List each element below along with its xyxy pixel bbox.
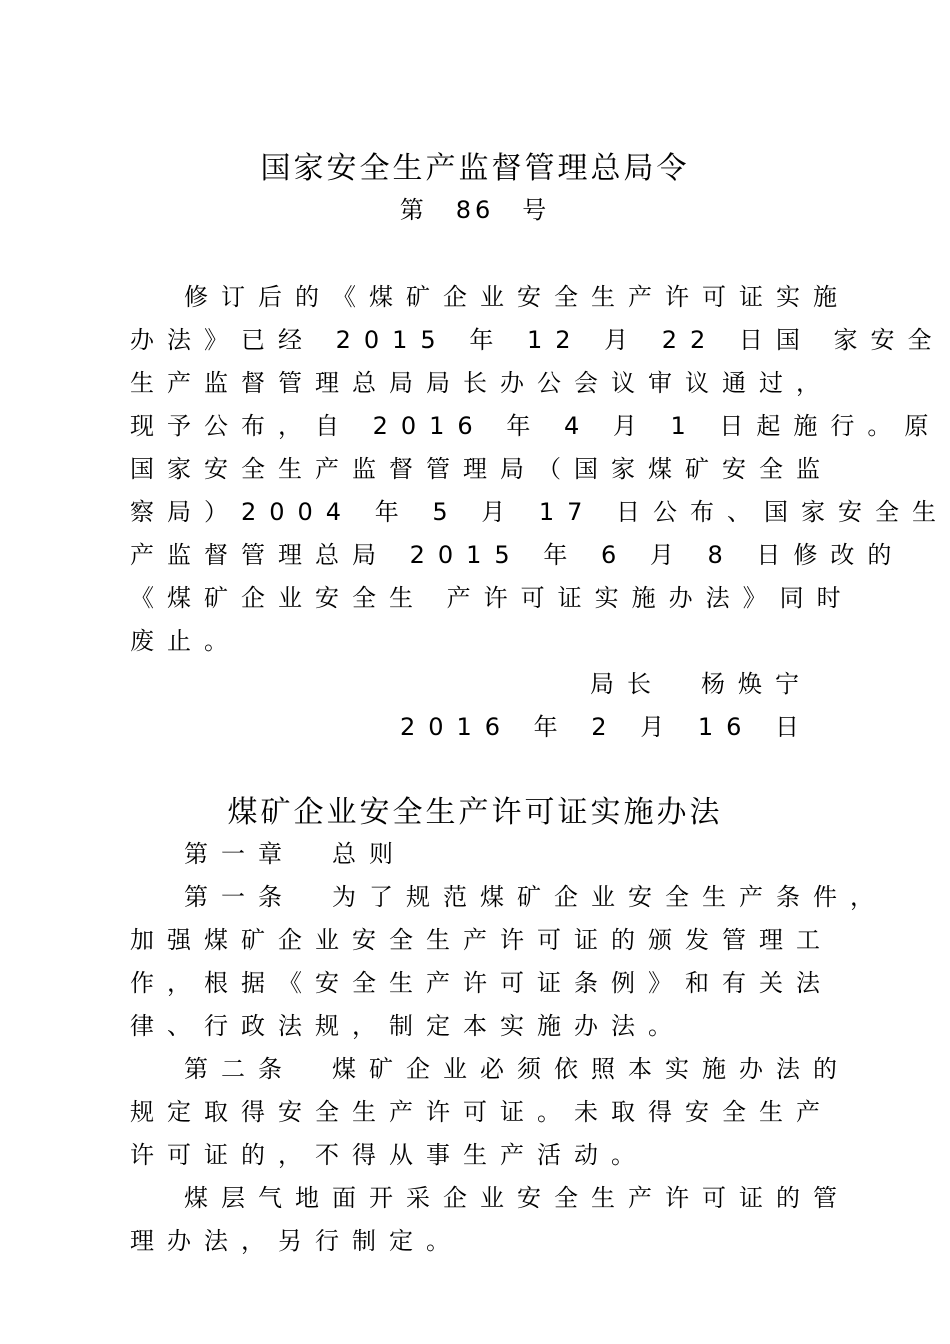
chapter-heading: 第一章 总则 — [184, 840, 406, 868]
order-body-line: 生产监督管理总局局长办公会议审议通过， — [130, 369, 833, 397]
article-line: 规定取得安全生产许可证。未取得安全生产 — [130, 1098, 833, 1126]
signer: 局长 杨焕宁 — [590, 670, 812, 698]
order-body-line: 察局）2004 年 5 月 17 日公布、国家安全生 — [130, 498, 950, 526]
order-body-line: 废止。 — [130, 627, 241, 655]
article-line: 第一条 为了规范煤矿企业安全生产条件， — [184, 883, 887, 911]
paragraph-line: 理办法，另行制定。 — [130, 1227, 463, 1255]
order-body-line: 《煤矿企业安全生 产许可证实施办法》同时 — [130, 584, 854, 612]
order-body-line: 产监督管理总局 2015 年 6 月 8 日修改的 — [130, 541, 905, 569]
article-line: 许可证的，不得从事生产活动。 — [130, 1141, 648, 1169]
order-body-line: 国家安全生产监督管理局（国家煤矿安全监 — [130, 455, 833, 483]
regulation-title: 煤矿企业安全生产许可证实施办法 — [227, 795, 723, 830]
article-line: 加强煤矿企业安全生产许可证的颁发管理工 — [130, 926, 833, 954]
paragraph-line: 煤层气地面开采企业安全生产许可证的管 — [184, 1184, 850, 1212]
article-line: 作，根据《安全生产许可证条例》和有关法 — [130, 969, 833, 997]
order-title: 国家安全生产监督管理总局令 — [260, 151, 690, 186]
article-line: 律、行政法规，制定本实施办法。 — [130, 1012, 685, 1040]
order-body-line: 修订后的《煤矿企业安全生产许可证实施 — [184, 283, 850, 311]
order-number: 第 86 号 — [399, 196, 551, 224]
signature-date: 2016 年 2 月 16 日 — [399, 713, 812, 741]
order-body-line: 办法》已经 2015 年 12 月 22 日国 家安全 — [130, 326, 945, 354]
order-body-line: 现予公布，自 2016 年 4 月 1 日起施行。原 — [130, 412, 942, 440]
article-line: 第二条 煤矿企业必须依照本实施办法的 — [184, 1055, 850, 1083]
